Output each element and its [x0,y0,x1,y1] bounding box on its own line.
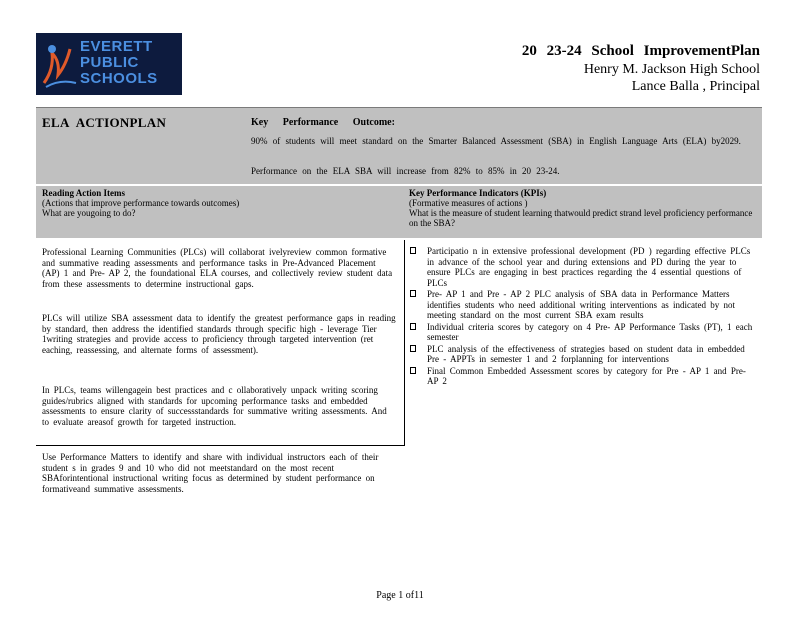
kpi-item [410,246,760,288]
logo-line2: PUBLIC [80,54,139,71]
kpi-list [410,246,760,388]
action-item: PLCs will utilize SBA assessment data to identify the greatest performance gaps in reading by standard, then address the identified standards through specific high - leverage Tier 1writing strategies and provide access to proficiency through targeted intervention (ret eaching, reassessing, and alternate forms of assessment). [42,313,396,355]
action-item: Use Performance Matters to identify and share with individual instructors each of their student s in grades 9 and 10 who did not meetstandard on the most recent SBAforintentional instructional writing focus as determined by student performance on formativeand summative assessments. [42,452,379,494]
key-performance-outcome-label: Key Performance Outcome: [251,117,395,128]
school-name: Henry M. Jackson High School [583,62,760,77]
kpi-item [410,344,760,365]
kpi-text: PLC analysis of the effectiveness of strategies based on student data in embedded Pre - APPTs in semester 1 and 2 forplanning for interventions [427,343,745,364]
plan-header-title: 20 23-24 School ImprovementPlan [521,43,760,59]
kpi-item [410,322,760,343]
action-item: In PLCs, teams willengagein best practices and c ollaboratively unpack writing scoring guides/rubrics aligned with standards for upcoming performance tasks and embedded assessments to ensure clarity of successstandards for summative writing assessments. And to evaluate areasof growth for targeted instruction. [42,385,387,427]
kpi-text: Participatio n in extensive professional development (PD ) regarding effective PLCs in advance of the school year and during extensions and PD during the year to ensure PLCs are engaging in best practices regarding the 4 essential questions of PLCs [427,246,751,288]
actions-column-header [42,188,372,218]
action-item: Professional Learning Communities (PLCs) will collaborat ivelyreview common formative and summative reading assessments and performance tasks in Pre-Advanced Placement (AP) 1 and Pre- AP 2, the foundational ELA courses, and collectively review student data from these assessments to determine instructional gaps. [42,247,393,289]
outcome-goal-2: Performance on the ELA SBA will increase from 82% to 85% in 20 23-24. [251,166,560,176]
actions-column-sub2: What are yougoing to do? [42,208,136,218]
kpi-text: Final Common Embedded Assessment scores by category for Pre - AP 1 and Pre- AP 2 [427,365,746,386]
kpi-text: Pre- AP 1 and Pre - AP 2 PLC analysis of SBA data in Performance Matters identifies students who need additional writing interventions as indicated by not meeting standard on the most current SBA exam results [427,289,735,320]
kpi-item [410,289,760,321]
actions-column-sub1: (Actions that improve performance towards outcomes) [42,198,240,208]
page-number: Page 1 of11 [376,590,424,601]
outcome-goal-1: 90% of students will meet standard on the Smarter Balanced Assessment (SBA) in English Language Arts (ELA) by2029. [251,136,741,146]
kpi-text: Individual criteria scores by category on 4 Pre- AP Performance Tasks (PT), 1 each semester [427,321,753,342]
kpi-column-header [409,188,759,228]
kpi-column-title: Key Performance Indicators (KPIs) [409,188,547,198]
row-divider [36,445,404,446]
bullet-box-icon [410,323,416,330]
kpi-column-sub1: (Formative measures of actions ) [409,198,528,208]
action-plan-title: ELA ACTIONPLAN [42,115,167,130]
bullet-box-icon [410,367,416,374]
kpi-item [410,366,760,387]
bullet-box-icon [410,290,416,297]
kpi-column-sub2: What is the measure of student learning thatwould predict strand level proficiency performance on the SBA? [409,208,753,228]
column-divider [404,240,405,446]
torch-figure-icon [40,39,80,89]
principal-name: Lance Balla , Principal [631,79,760,94]
bullet-box-icon [410,247,416,254]
logo-line1: EVERETT [80,38,153,55]
actions-column-title: Reading Action Items [42,188,125,198]
district-logo [36,33,182,95]
logo-line3: SCHOOLS [80,70,158,87]
bullet-box-icon [410,345,416,352]
